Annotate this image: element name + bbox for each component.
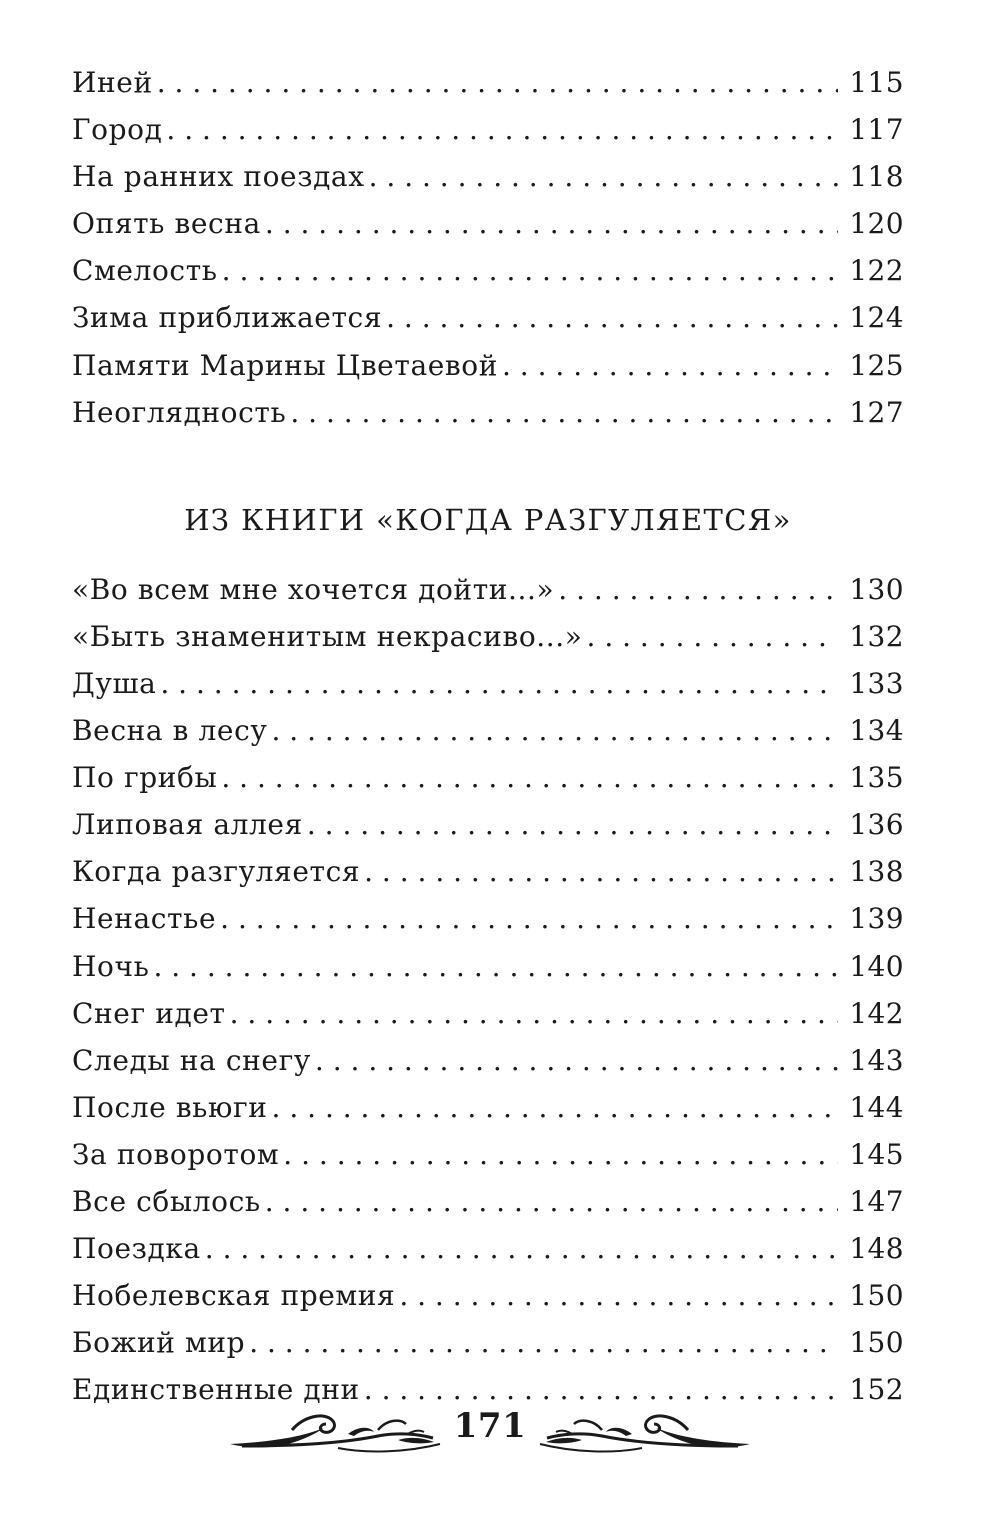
toc-dot-leader [587,620,838,653]
toc-dot-leader [386,301,838,334]
toc-dot-leader [307,808,838,841]
toc-dot-leader [399,1279,838,1312]
section-heading-text: ИЗ КНИГИ «КОГДА РАЗГУЛЯЕТСЯ» [184,502,792,537]
toc-entry [72,950,904,997]
toc-entry [72,714,904,761]
toc-entry-page: 148 [849,1232,904,1266]
toc-dot-leader [369,160,838,193]
toc-entry-title: Город [72,113,163,147]
toc-entry-page: 134 [849,714,904,748]
toc-entry [72,761,904,808]
section-heading [72,443,904,573]
toc-entry-title: Липовая аллея [72,808,303,842]
toc-entry-title: «Во всем мне хочется дойти...» [72,572,555,606]
toc-entry-title: После вьюги [72,1090,268,1124]
toc-entry [72,1232,904,1279]
toc-entry-page: 139 [849,902,904,936]
toc-dot-leader [157,66,838,99]
toc-entry [72,301,904,348]
toc-entry-title: Ненастье [72,902,217,936]
toc-entry [72,66,904,113]
toc-entry-title: Памяти Марины Цветаевой [72,348,498,382]
toc-entry-page: 127 [849,395,904,429]
toc-entry-page: 124 [849,301,904,335]
toc-entry [72,902,904,949]
toc-entry-page: 117 [849,113,904,147]
toc-entry [72,1279,904,1326]
toc-entry-title: Поездка [72,1232,201,1266]
toc-entry-title: Следы на снегу [72,1043,311,1077]
toc-dot-leader [220,902,838,935]
toc-entry-title: Божий мир [72,1326,246,1360]
toc-entry [72,620,904,667]
toc-dot-leader [221,761,838,794]
toc-entry [72,207,904,254]
toc-dot-leader [153,950,838,983]
toc-entry-page: 140 [849,949,904,983]
toc-entry [72,997,904,1044]
toc-entry-page: 133 [849,666,904,700]
toc-list-part-two [72,573,904,1421]
toc-entry [72,396,904,443]
toc-entry [72,573,904,620]
toc-entry-title: По грибы [72,761,218,795]
toc-entry-title: Неоглядность [72,395,287,429]
toc-entry-title: Иней [72,66,153,99]
page-footer [228,1400,752,1464]
toc-entry-title: Единственные дни [72,1373,360,1407]
toc-entry [72,1185,904,1232]
toc-list-part-one [72,66,904,443]
toc-dot-leader [205,1232,838,1265]
toc-entry-title: Смелость [72,254,218,288]
toc-entry [72,667,904,714]
toc-entry-title: Ночь [72,949,150,983]
toc-entry-page: 125 [849,348,904,382]
toc-dot-leader [283,1138,838,1171]
toc-dot-leader [272,1091,838,1124]
toc-entry [72,1326,904,1373]
toc-dot-leader [502,349,838,382]
page-number: 171 [453,1406,527,1446]
toc-entry-page: 135 [849,761,904,795]
toc-entry-title: Весна в лесу [72,714,268,748]
toc-entry-page: 138 [849,855,904,889]
toc-entry-page: 132 [849,619,904,653]
toc-entry-page: 118 [849,160,904,194]
toc-entry-title: Душа [72,666,157,700]
toc-dot-leader [265,1185,838,1218]
toc-entry-page: 122 [849,254,904,288]
toc-entry-title: Снег идет [72,996,226,1030]
toc-dot-leader [271,714,838,747]
toc-entry-page: 115 [849,66,904,99]
toc-entry-title: Опять весна [72,207,261,241]
toc-entry-page: 136 [849,808,904,842]
toc-dot-leader [290,396,838,429]
toc-dot-leader [166,113,838,146]
toc-entry-page: 150 [849,1326,904,1360]
toc-entry-page: 150 [849,1279,904,1313]
toc-entry-page: 130 [849,572,904,606]
toc-entry [72,349,904,396]
toc-dot-leader [249,1326,838,1359]
toc-entry [72,1091,904,1138]
toc-dot-leader [315,1044,838,1077]
toc-entry [72,808,904,855]
toc-entry-title: Все сбылось [72,1184,261,1218]
toc-entry-page: 147 [849,1184,904,1218]
toc-entry [72,160,904,207]
toc-entry-page: 144 [849,1090,904,1124]
toc-entry-title: Когда разгуляется [72,855,361,889]
toc-entry-title: Нобелевская премия [72,1279,396,1313]
toc-entry-title: На ранних поездах [72,160,365,194]
toc-entry-page: 143 [849,1043,904,1077]
toc-entry [72,113,904,160]
toc-entry [72,855,904,902]
toc-dot-leader [160,667,838,700]
toc-entry-page: 152 [849,1373,904,1407]
toc-entry-title: За поворотом [72,1137,280,1171]
table-of-contents [72,66,904,1420]
toc-entry [72,1138,904,1185]
toc-dot-leader [265,207,838,240]
toc-entry-title: «Быть знаменитым некрасиво...» [72,619,583,653]
toc-entry [72,1044,904,1091]
toc-entry-page: 120 [849,207,904,241]
toc-entry-page: 145 [849,1137,904,1171]
toc-entry-page: 142 [849,996,904,1030]
toc-entry [72,254,904,301]
toc-dot-leader [558,573,838,606]
toc-dot-leader [230,997,838,1030]
toc-dot-leader [222,254,838,287]
toc-entry-title: Зима приближается [72,301,383,335]
toc-dot-leader [364,855,838,888]
